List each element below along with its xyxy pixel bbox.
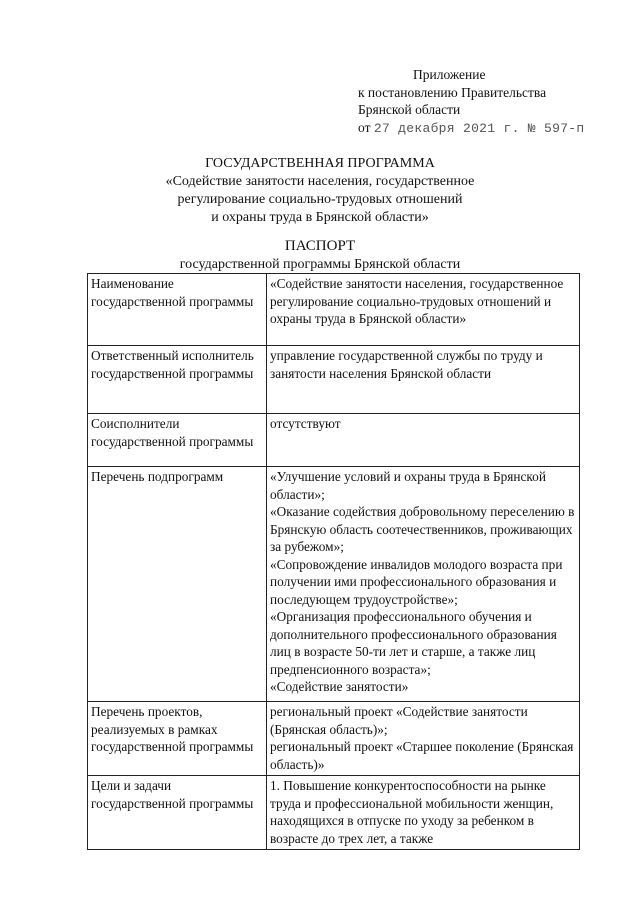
subprogram-item: «Улучшение условий и охраны труда в Брянской области»; [270,469,546,502]
project-item: региональный проект «Содействие занятости (Брянская область)»; [270,704,528,737]
subprogram-item: «Организация профессионального обучения и дополнительного профессионального образования лиц в возрасте 50-ти лет и старше, а также лиц предпенсионного возраста»; [270,609,557,677]
program-title: ГОСУДАРСТВЕННАЯ ПРОГРАММА [205,156,435,171]
passport-subtitle: государственной программы Брянской области [179,257,461,272]
row-label: Перечень проектов, реализуемых в рамках государственной программы [88,702,267,776]
program-name [0,173,640,227]
subprogram-item: «Содействие занятости» [270,679,409,694]
appendix-line-decree: к постановлению Правительства [358,84,547,100]
appendix-date-stamp: 27 декабря 2021 г. № 597-п [373,120,585,136]
row-value [267,702,580,776]
row-value-paragraph: управление государственной службы по труду и занятости населения Брянской области [270,348,543,381]
row-value [267,346,580,414]
passport-title: ПАСПОРТ [284,238,356,254]
appendix-block [358,66,628,137]
row-value [267,414,580,467]
program-name-line: «Содействие занятости населения, государственное [165,174,475,189]
program-name-line: регулирование социально-трудовых отношений [177,192,463,207]
appendix-line-region: Брянской области [358,102,461,117]
program-name-line: и охраны труда в Брянской области» [211,210,429,225]
row-label: Ответственный исполнитель государственной программы [88,346,267,414]
row-value-paragraph: отсутствуют [270,416,341,431]
row-value-paragraph: 1. Повышение конкурентоспособности на рынке труда и профессиональной мобильности женщин, находящихся в отпуске по уходу за ребенком в возрасте до трех лет, а также [270,778,554,846]
appendix-title: Приложение [413,67,486,82]
subprogram-item: «Сопровождение инвалидов молодого возраста при получении ими профессионального образования и последующем трудоустройстве»; [270,556,563,607]
row-value [267,776,580,850]
table-row [88,274,580,346]
row-value [267,467,580,702]
row-label: Цели и задачи государственной программы [88,776,267,850]
table-row [88,776,580,850]
row-label: Наименование государственной программы [88,274,267,346]
passport-table [87,273,580,850]
row-value-paragraph: «Содействие занятости населения, государственное регулирование социально-трудовых отношений и охраны труда в Брянской области» [270,276,564,326]
row-value [267,274,580,346]
row-label: Соисполнители государственной программы [88,414,267,467]
table-row [88,467,580,702]
table-row [88,346,580,414]
table-row [88,702,580,776]
appendix-line-date [358,119,628,138]
project-item: региональный проект «Старшее поколение (Брянская область)» [270,739,574,772]
appendix-date-prefix: от [358,119,371,135]
table-row [88,414,580,467]
row-label: Перечень подпрограмм [88,467,267,702]
subprogram-item: «Оказание содействия добровольному переселению в Брянскую область соотечественников, проживающих за рубежом»; [270,504,575,554]
